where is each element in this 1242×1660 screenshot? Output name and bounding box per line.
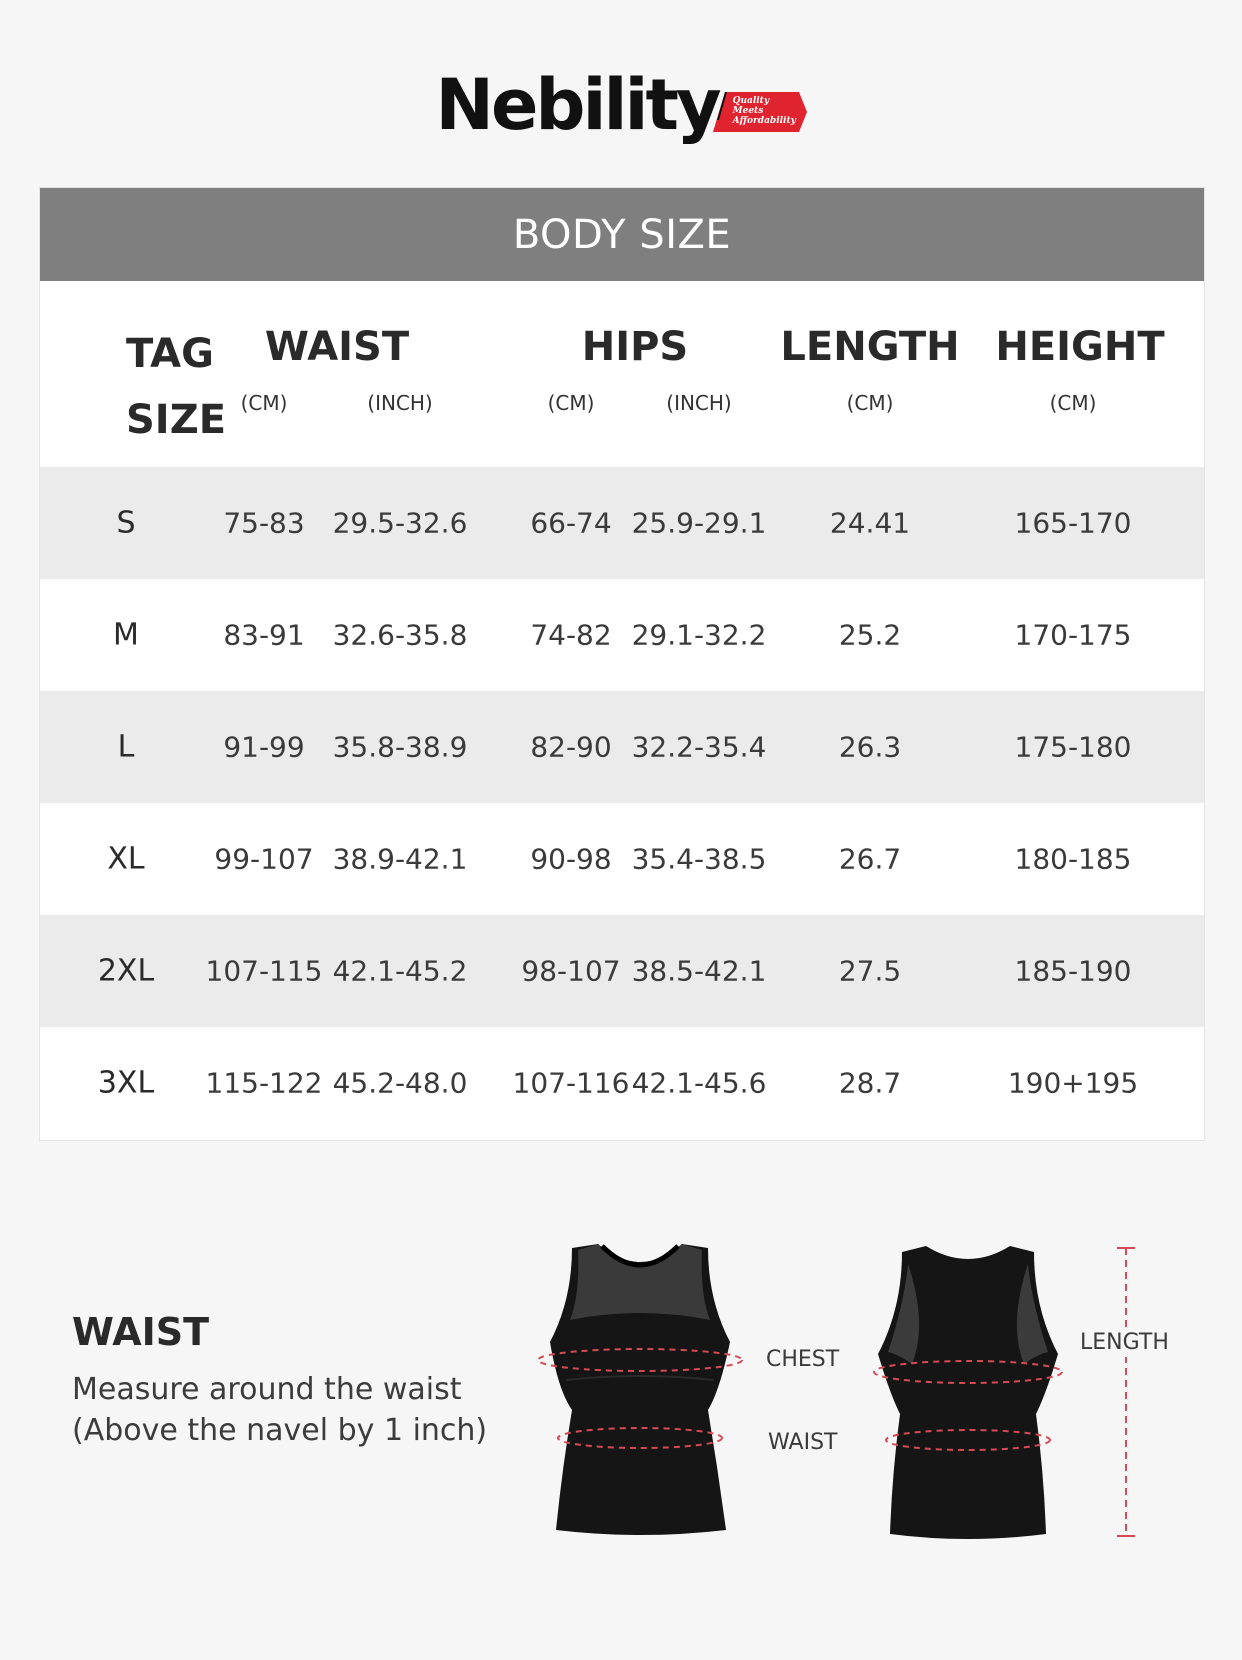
cell-length: 28.7 bbox=[838, 1066, 902, 1100]
table-row bbox=[40, 803, 1204, 915]
back-tank-top-illustration bbox=[868, 1244, 1068, 1544]
cell-height: 165-170 bbox=[1014, 506, 1132, 540]
cell-height: 185-190 bbox=[1014, 954, 1132, 988]
header-waist: WAIST bbox=[264, 324, 410, 370]
cell-waist-cm: 115-122 bbox=[205, 1066, 323, 1100]
tagline-line: Affordability bbox=[732, 116, 796, 126]
cell-waist-inch: 35.8-38.9 bbox=[332, 730, 468, 764]
table-row bbox=[40, 691, 1204, 803]
table-header: TAG SIZE WAIST (CM) (INCH) HIPS (CM) (INCH) LENGTH (CM) HEIGHT (CM) bbox=[40, 281, 1204, 467]
cell-waist-cm: 91-99 bbox=[223, 730, 305, 764]
cell-waist-inch: 32.6-35.8 bbox=[332, 618, 468, 652]
tagline-line: Quality bbox=[732, 96, 770, 106]
header-waist-inch: (INCH) bbox=[367, 391, 433, 415]
cell-size: 3XL bbox=[97, 1065, 155, 1101]
cell-waist-cm: 83-91 bbox=[223, 618, 305, 652]
cell-length: 26.3 bbox=[838, 730, 902, 764]
cell-size: XL bbox=[107, 841, 145, 877]
label-length: LENGTH bbox=[1080, 1330, 1169, 1355]
front-tank-top-illustration bbox=[530, 1240, 750, 1540]
cell-length: 27.5 bbox=[838, 954, 902, 988]
header-hips-cm: (CM) bbox=[547, 391, 595, 415]
cell-hips-cm: 66-74 bbox=[530, 506, 612, 540]
header-height-cm: (CM) bbox=[1049, 391, 1097, 415]
cell-size: 2XL bbox=[97, 953, 155, 989]
table-row bbox=[40, 1027, 1204, 1139]
cell-hips-cm: 107-116 bbox=[512, 1066, 630, 1100]
measure-title: WAIST bbox=[72, 1310, 210, 1354]
table-row bbox=[40, 467, 1204, 579]
cell-hips-inch: 38.5-42.1 bbox=[631, 954, 767, 988]
cell-hips-cm: 90-98 bbox=[530, 842, 612, 876]
label-chest: CHEST bbox=[766, 1347, 840, 1372]
cell-size: M bbox=[113, 617, 139, 653]
cell-length: 24.41 bbox=[829, 506, 911, 540]
cell-size: L bbox=[117, 729, 135, 765]
label-waist: WAIST bbox=[768, 1430, 838, 1455]
cell-waist-cm: 75-83 bbox=[223, 506, 305, 540]
brand-logo bbox=[0, 64, 1242, 146]
measure-instruction: Measure around the waist bbox=[72, 1372, 462, 1407]
header-length: LENGTH bbox=[780, 324, 960, 370]
cell-length: 25.2 bbox=[838, 618, 902, 652]
cell-height: 175-180 bbox=[1014, 730, 1132, 764]
table-title: BODY SIZE bbox=[40, 188, 1204, 281]
measure-instruction: (Above the navel by 1 inch) bbox=[72, 1413, 488, 1448]
cell-waist-inch: 45.2-48.0 bbox=[332, 1066, 468, 1100]
length-guide-line bbox=[1112, 1246, 1140, 1538]
header-hips-inch: (INCH) bbox=[666, 391, 732, 415]
tagline-line: Meets bbox=[732, 106, 764, 116]
cell-waist-inch: 38.9-42.1 bbox=[332, 842, 468, 876]
cell-hips-inch: 29.1-32.2 bbox=[631, 618, 767, 652]
cell-hips-cm: 98-107 bbox=[521, 954, 621, 988]
header-length-cm: (CM) bbox=[846, 391, 894, 415]
header-hips: HIPS bbox=[581, 324, 689, 370]
cell-length: 26.7 bbox=[838, 842, 902, 876]
header-waist-cm: (CM) bbox=[240, 391, 288, 415]
brand-name: Nebility bbox=[435, 64, 719, 146]
cell-hips-inch: 25.9-29.1 bbox=[631, 506, 767, 540]
tagline-badge bbox=[713, 92, 807, 132]
cell-waist-cm: 99-107 bbox=[214, 842, 314, 876]
cell-waist-inch: 29.5-32.6 bbox=[332, 506, 468, 540]
cell-size: S bbox=[116, 505, 136, 541]
cell-hips-cm: 82-90 bbox=[530, 730, 612, 764]
header-height: HEIGHT bbox=[995, 324, 1165, 370]
cell-hips-cm: 74-82 bbox=[530, 618, 612, 652]
cell-hips-inch: 32.2-35.4 bbox=[631, 730, 767, 764]
cell-height: 190+195 bbox=[1007, 1066, 1139, 1100]
size-table bbox=[39, 187, 1205, 1141]
cell-hips-inch: 42.1-45.6 bbox=[631, 1066, 767, 1100]
cell-hips-inch: 35.4-38.5 bbox=[631, 842, 767, 876]
table-row bbox=[40, 915, 1204, 1027]
cell-height: 180-185 bbox=[1014, 842, 1132, 876]
cell-waist-inch: 42.1-45.2 bbox=[332, 954, 468, 988]
table-row bbox=[40, 579, 1204, 691]
cell-height: 170-175 bbox=[1014, 618, 1132, 652]
cell-waist-cm: 107-115 bbox=[205, 954, 323, 988]
